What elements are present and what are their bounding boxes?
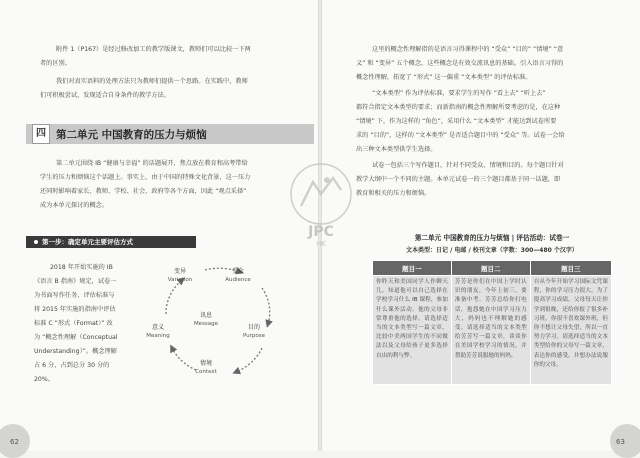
cycle-audience: [216, 268, 260, 284]
page-number-right-text: 63: [616, 438, 625, 446]
cycle-meaning-zh: 意义: [151, 324, 164, 331]
table-header-cell: 题目三: [530, 261, 611, 276]
step-heading: [26, 236, 196, 248]
body-line-4: 成为本单元探讨的概念。: [40, 202, 109, 209]
cycle-audience-en: Audience: [225, 277, 251, 283]
section-title: 第二单元 中国教育的压力与烦恼: [56, 129, 207, 141]
page-number-left: [0, 424, 30, 458]
right-line-8: 出三种文本类型供学生选择。: [356, 146, 437, 153]
section-number: 四: [32, 124, 50, 144]
table-cell: 你昨天和美国同学人作聊天儿，知道他可以自己选择在学校学习什么 IB 课程，参加什么课外活动。他的父母非常尊重他的选择。请选择适当的文本类型写一篇文章，比较中美两国学生的不同做法以及父母给孩子更多选择自由的利与弊。: [373, 276, 452, 385]
cycle-meaning: [138, 324, 178, 340]
jpc-watermark-logo: [283, 160, 359, 248]
cycle-message-en: Message: [193, 321, 219, 327]
cycle-message-zh: 讯息: [199, 312, 212, 319]
cycle-audience-zh: 受众: [231, 268, 244, 275]
table-header-cell: 题目一: [373, 261, 452, 276]
step-line-8: 占 6 分，占到总分 30 分的: [34, 362, 110, 369]
table-cell: 自从今年开始学习国际文凭课程，你的学习压力很大。为了提高学习成绩，父母每天让你学到很晚，还给你报了很多补习班。你很不喜欢课外班，但你不想让父母失望，所以一直努力学习。请选择适当的文本类型给你的父母写一篇文章，表达你的感受，并想办法说服你的父母。: [530, 276, 611, 385]
right-line-2: 义” 和 “变异” 五个概念，这些概念是有效交流讯息的基础。引入语言习得的: [356, 60, 564, 67]
right-line-10: 教学大纲中一个不同的主题。本单元试卷一的三个题目都基于同一话题，即: [356, 176, 561, 183]
step-line-2: 《语言 B 指南》规定，试卷一: [34, 278, 117, 285]
table-header-row: [373, 261, 612, 276]
right-line-5: 都符合指定文本类型的要求；而新指南的概念性理解所要考虑的是，在这种: [356, 104, 561, 111]
page-number-right: [610, 424, 640, 458]
step-line-3: 为书面写作任务，评估标准与: [34, 292, 115, 299]
watermark-text-main: JPC: [308, 224, 334, 240]
right-line-1: 这里的概念性理解指的是语言习得课程中的 “受众” “目的” “情境” “意: [372, 46, 564, 53]
cycle-variation-zh: 变异: [173, 268, 186, 275]
right-line-4: “文本类型” 作为评估标准，要求学生的写作 “看上去” “听上去”: [372, 90, 546, 97]
right-line-7: 求的 “目的”，这样的 “文本类型” 是否适合题目中的 “受众” 等。试卷一会给: [356, 132, 565, 139]
table-header-cell: 题目二: [451, 261, 530, 276]
assessment-table-heading: [372, 232, 612, 254]
cycle-purpose-zh: 目的: [247, 324, 260, 331]
cycle-context-en: Context: [195, 369, 217, 375]
right-line-3: 概念性理解，拓宽了 “形式” 这一偏重 “文本类型” 的评估标准。: [356, 74, 532, 81]
step-line-6: 为 “概念性理解（Conceptual: [34, 334, 118, 341]
cycle-context: [186, 360, 226, 376]
step-line-5: 标准 C “形式（Format）” 改: [34, 320, 113, 327]
step-line-9: 20%。: [34, 376, 54, 383]
step-line-4: 将 2015 年实施的指南中评估: [34, 306, 116, 313]
intro-line-3: 我们对真实语料的处理方法只为教师们提供一个思路。在实践中，教师: [56, 78, 248, 85]
right-line-11: 教育和相关的压力和烦恼。: [356, 190, 431, 197]
step-line-1: 2018 年开始实施的 IB: [50, 264, 113, 271]
table-title: 第二单元 中国教育的压力与烦恼 | 评估活动：试卷一: [414, 234, 570, 242]
intro-line-4: 们可积极尝试，发现适合自身条件的教学方法。: [40, 92, 170, 99]
right-line-6: “情境” 下，作为这样的 “角色”，采用什么 “文本类型” 才能达到试卷所要: [356, 118, 557, 125]
cycle-message: [186, 312, 226, 328]
body-line-3: 还同时影响着家长、教师、学校、社会、政府等各个方面，因此 “观点采择”: [40, 188, 247, 195]
intro-line-1: 附件 1（P167）是经过修改加工的教学版课文，教师们可以比较一下两: [56, 46, 251, 53]
body-line-2: 学生的压力和烦恼这个话题上。事实上，由于中国的特殊文化背景，这一压力: [40, 174, 251, 181]
cycle-context-zh: 情境: [199, 360, 212, 367]
right-line-9: 试卷一包括三个写作题目，针对不同受众、情境和目的。每个题目针对: [372, 162, 564, 169]
cycle-purpose-en: Purpose: [242, 333, 266, 339]
step-line-7: Understanding）”。概念理解: [34, 348, 117, 355]
bullet-icon: [34, 240, 38, 244]
page-number-left-text: 62: [10, 438, 19, 446]
intro-line-2: 者的区别。: [40, 60, 71, 67]
table-subtitle: 文本类型：日记 / 电邮 / 校刊文章（字数：300—480 个汉字）: [406, 247, 578, 254]
cycle-variation: [160, 268, 200, 284]
table-row: [373, 276, 612, 385]
assessment-table: [372, 260, 612, 385]
watermark-text-sub: HK: [316, 240, 326, 248]
cycle-variation-en: Variation: [167, 277, 193, 283]
body-line-1: 第二单元围绕 IB “健康与幸福” 的话题展开，焦点放在教育和高考带给: [56, 160, 248, 167]
step-label: 第一步：确定单元主要评估方式: [42, 238, 133, 246]
table-cell: 芳芳是你们在中国上学时认识的朋友，今年上初三，要准备中考。芳芳总给你打电话，抱怨她在中国学习压力大，妈妈也不理解她的感受。请选择适当的文本类型给芳芳写一篇文章，谈谈你在美国学校学习的情况，并帮助芳芳说服她的妈妈。: [451, 276, 530, 385]
cycle-meaning-en: Meaning: [146, 333, 170, 339]
left-page: [0, 0, 318, 451]
cycle-purpose: [234, 324, 274, 340]
